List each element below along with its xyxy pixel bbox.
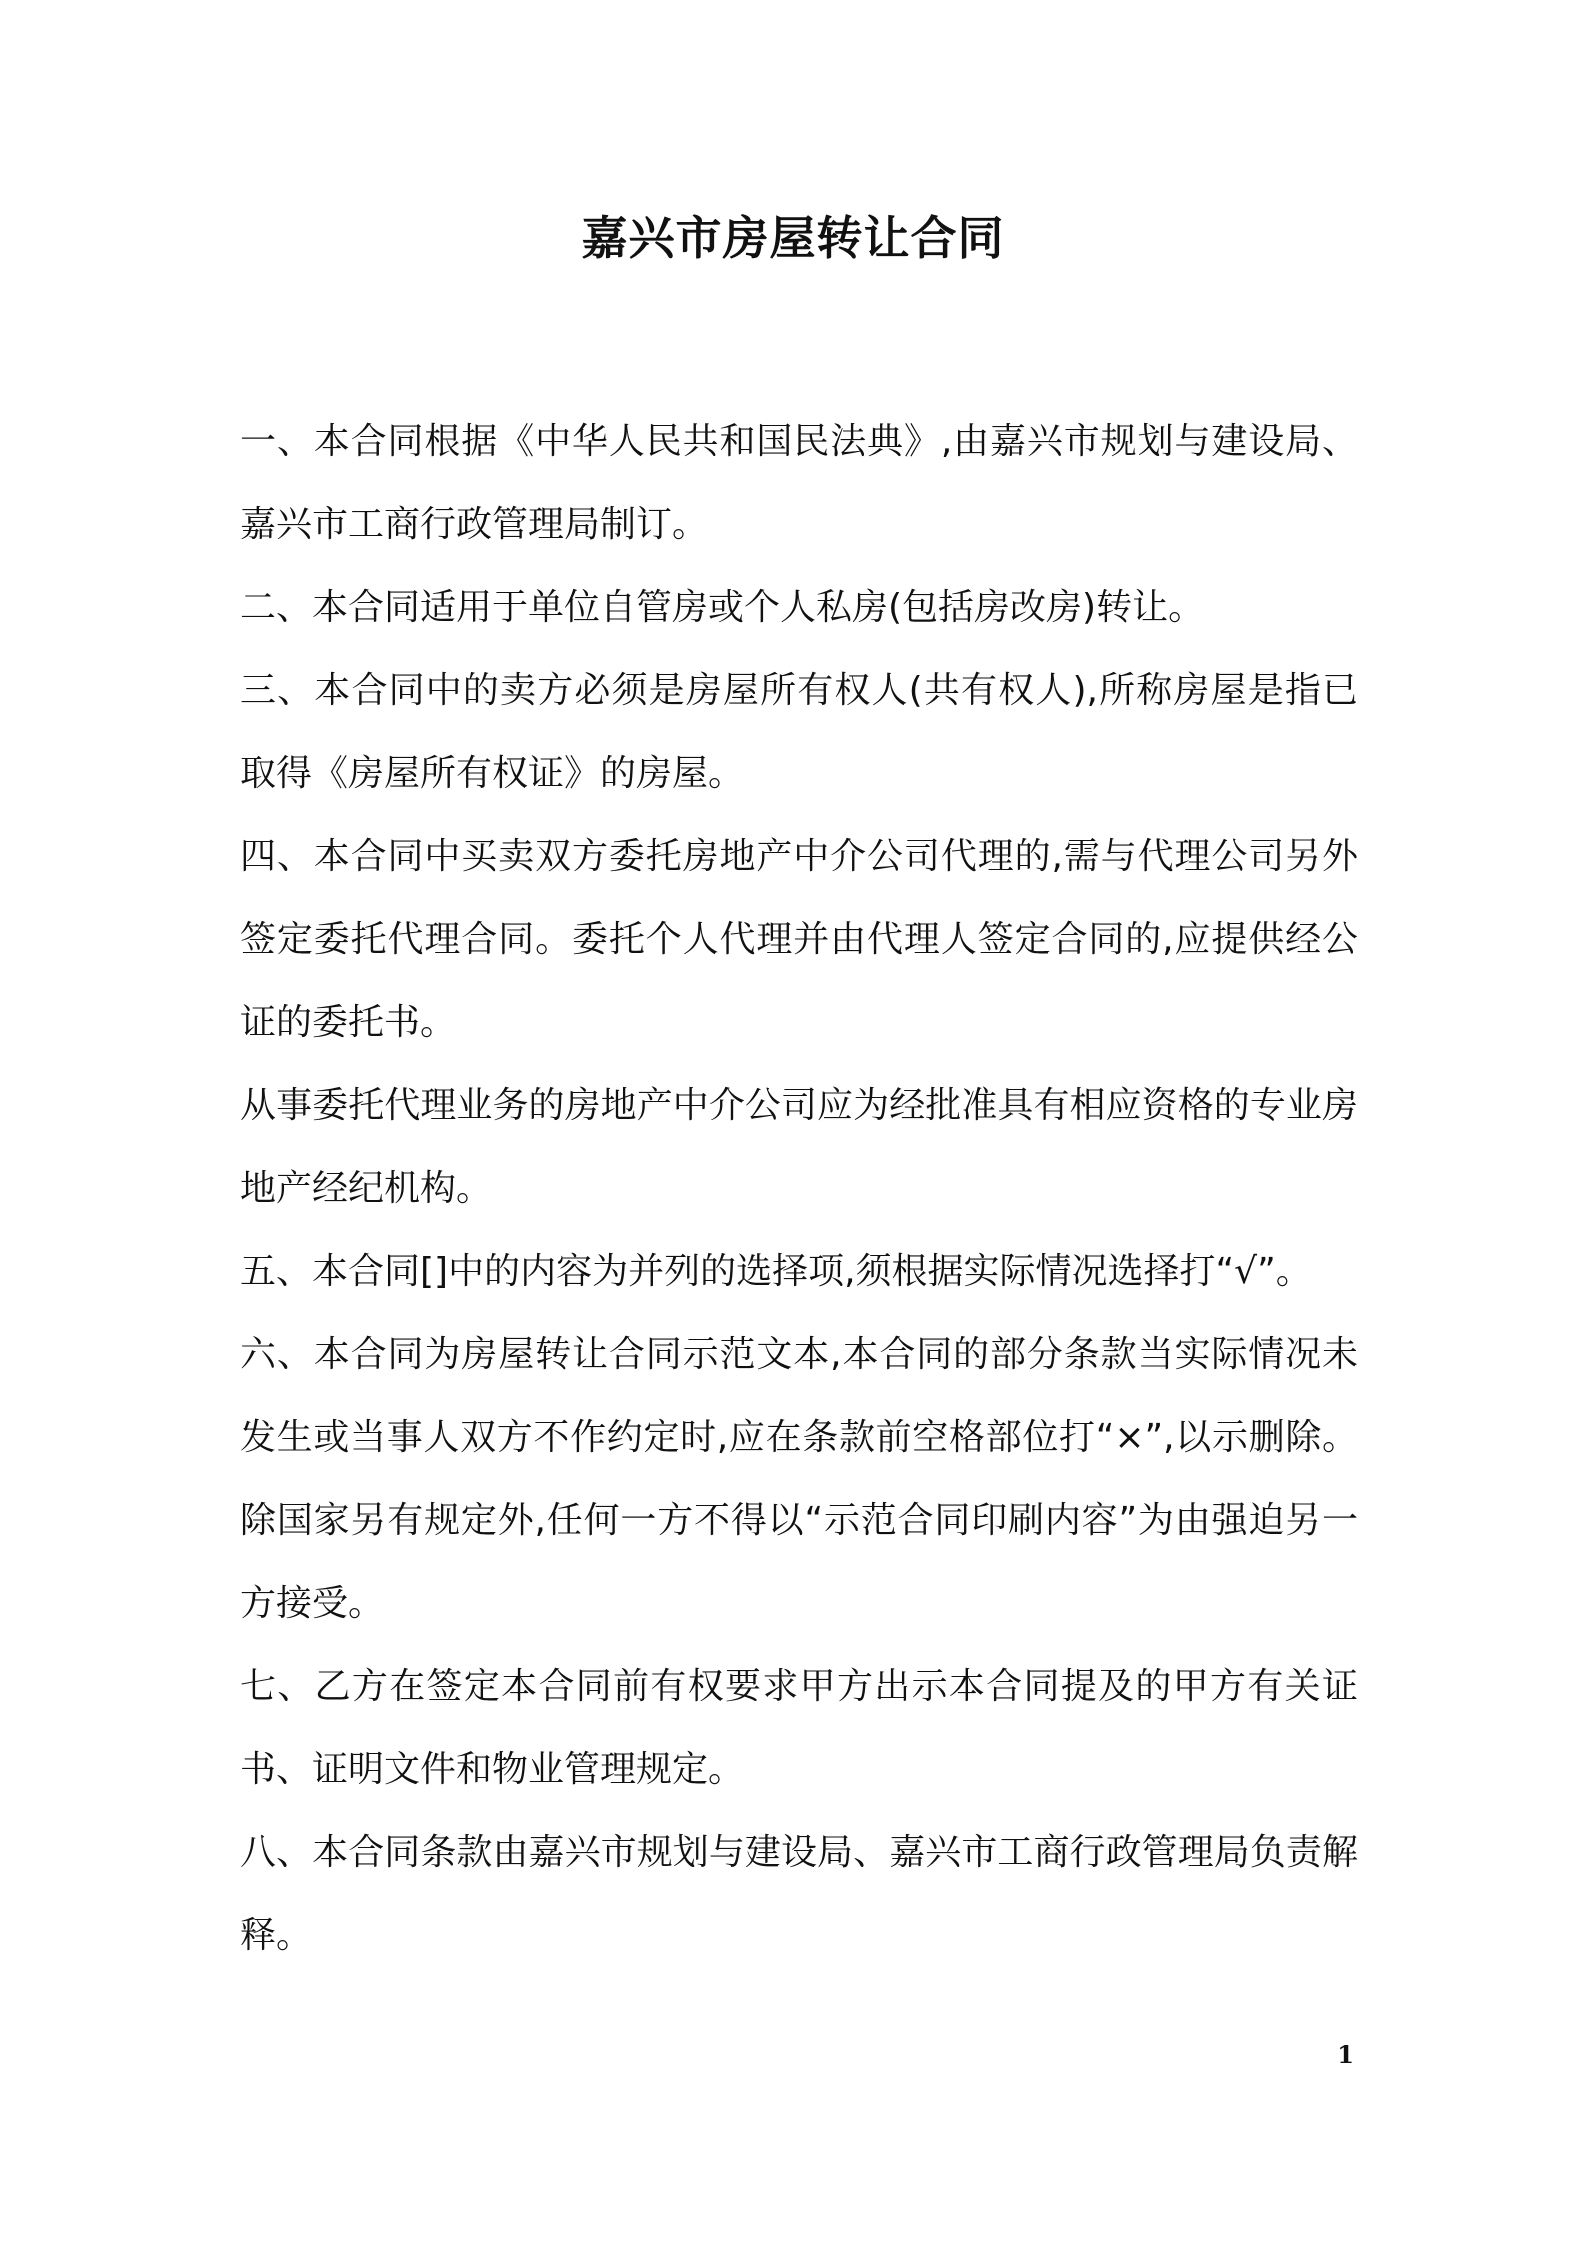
clause-7: 七、乙方在签定本合同前有权要求甲方出示本合同提及的甲方有关证书、证明文件和物业管理规定。 — [240, 1666, 1358, 1790]
document-title: 嘉兴市房屋转让合同 — [581, 211, 1005, 265]
clause-1: 一、本合同根据《中华人民共和国民法典》,由嘉兴市规划与建设局、嘉兴市工商行政管理局制订。 — [240, 421, 1358, 545]
clause-8: 八、本合同条款由嘉兴市规划与建设局、嘉兴市工商行政管理局负责解释。 — [240, 1832, 1358, 1956]
clause-4-supplement: 从事委托代理业务的房地产中介公司应为经批准具有相应资格的专业房地产经纪机构。 — [240, 1085, 1358, 1209]
page-number: 1 — [1337, 2040, 1354, 2069]
document-body — [240, 400, 1358, 1977]
clause-5: 五、本合同[]中的内容为并列的选择项,须根据实际情况选择打“√”。 — [240, 1251, 1312, 1292]
clause-6: 六、本合同为房屋转让合同示范文本,本合同的部分条款当实际情况未发生或当事人双方不作约定时,应在条款前空格部位打“×”,以示删除。除国家另有规定外,任何一方不得以“示范合同印刷内容”为由强迫另一方接受。 — [240, 1334, 1358, 1624]
clause-2: 二、本合同适用于单位自管房或个人私房(包括房改房)转让。 — [240, 587, 1205, 628]
clause-4: 四、本合同中买卖双方委托房地产中介公司代理的,需与代理公司另外签定委托代理合同。委托个人代理并由代理人签定合同的,应提供经公证的委托书。 — [240, 836, 1358, 1043]
clause-3: 三、本合同中的卖方必须是房屋所有权人(共有权人),所称房屋是指已取得《房屋所有权证》的房屋。 — [240, 670, 1358, 794]
